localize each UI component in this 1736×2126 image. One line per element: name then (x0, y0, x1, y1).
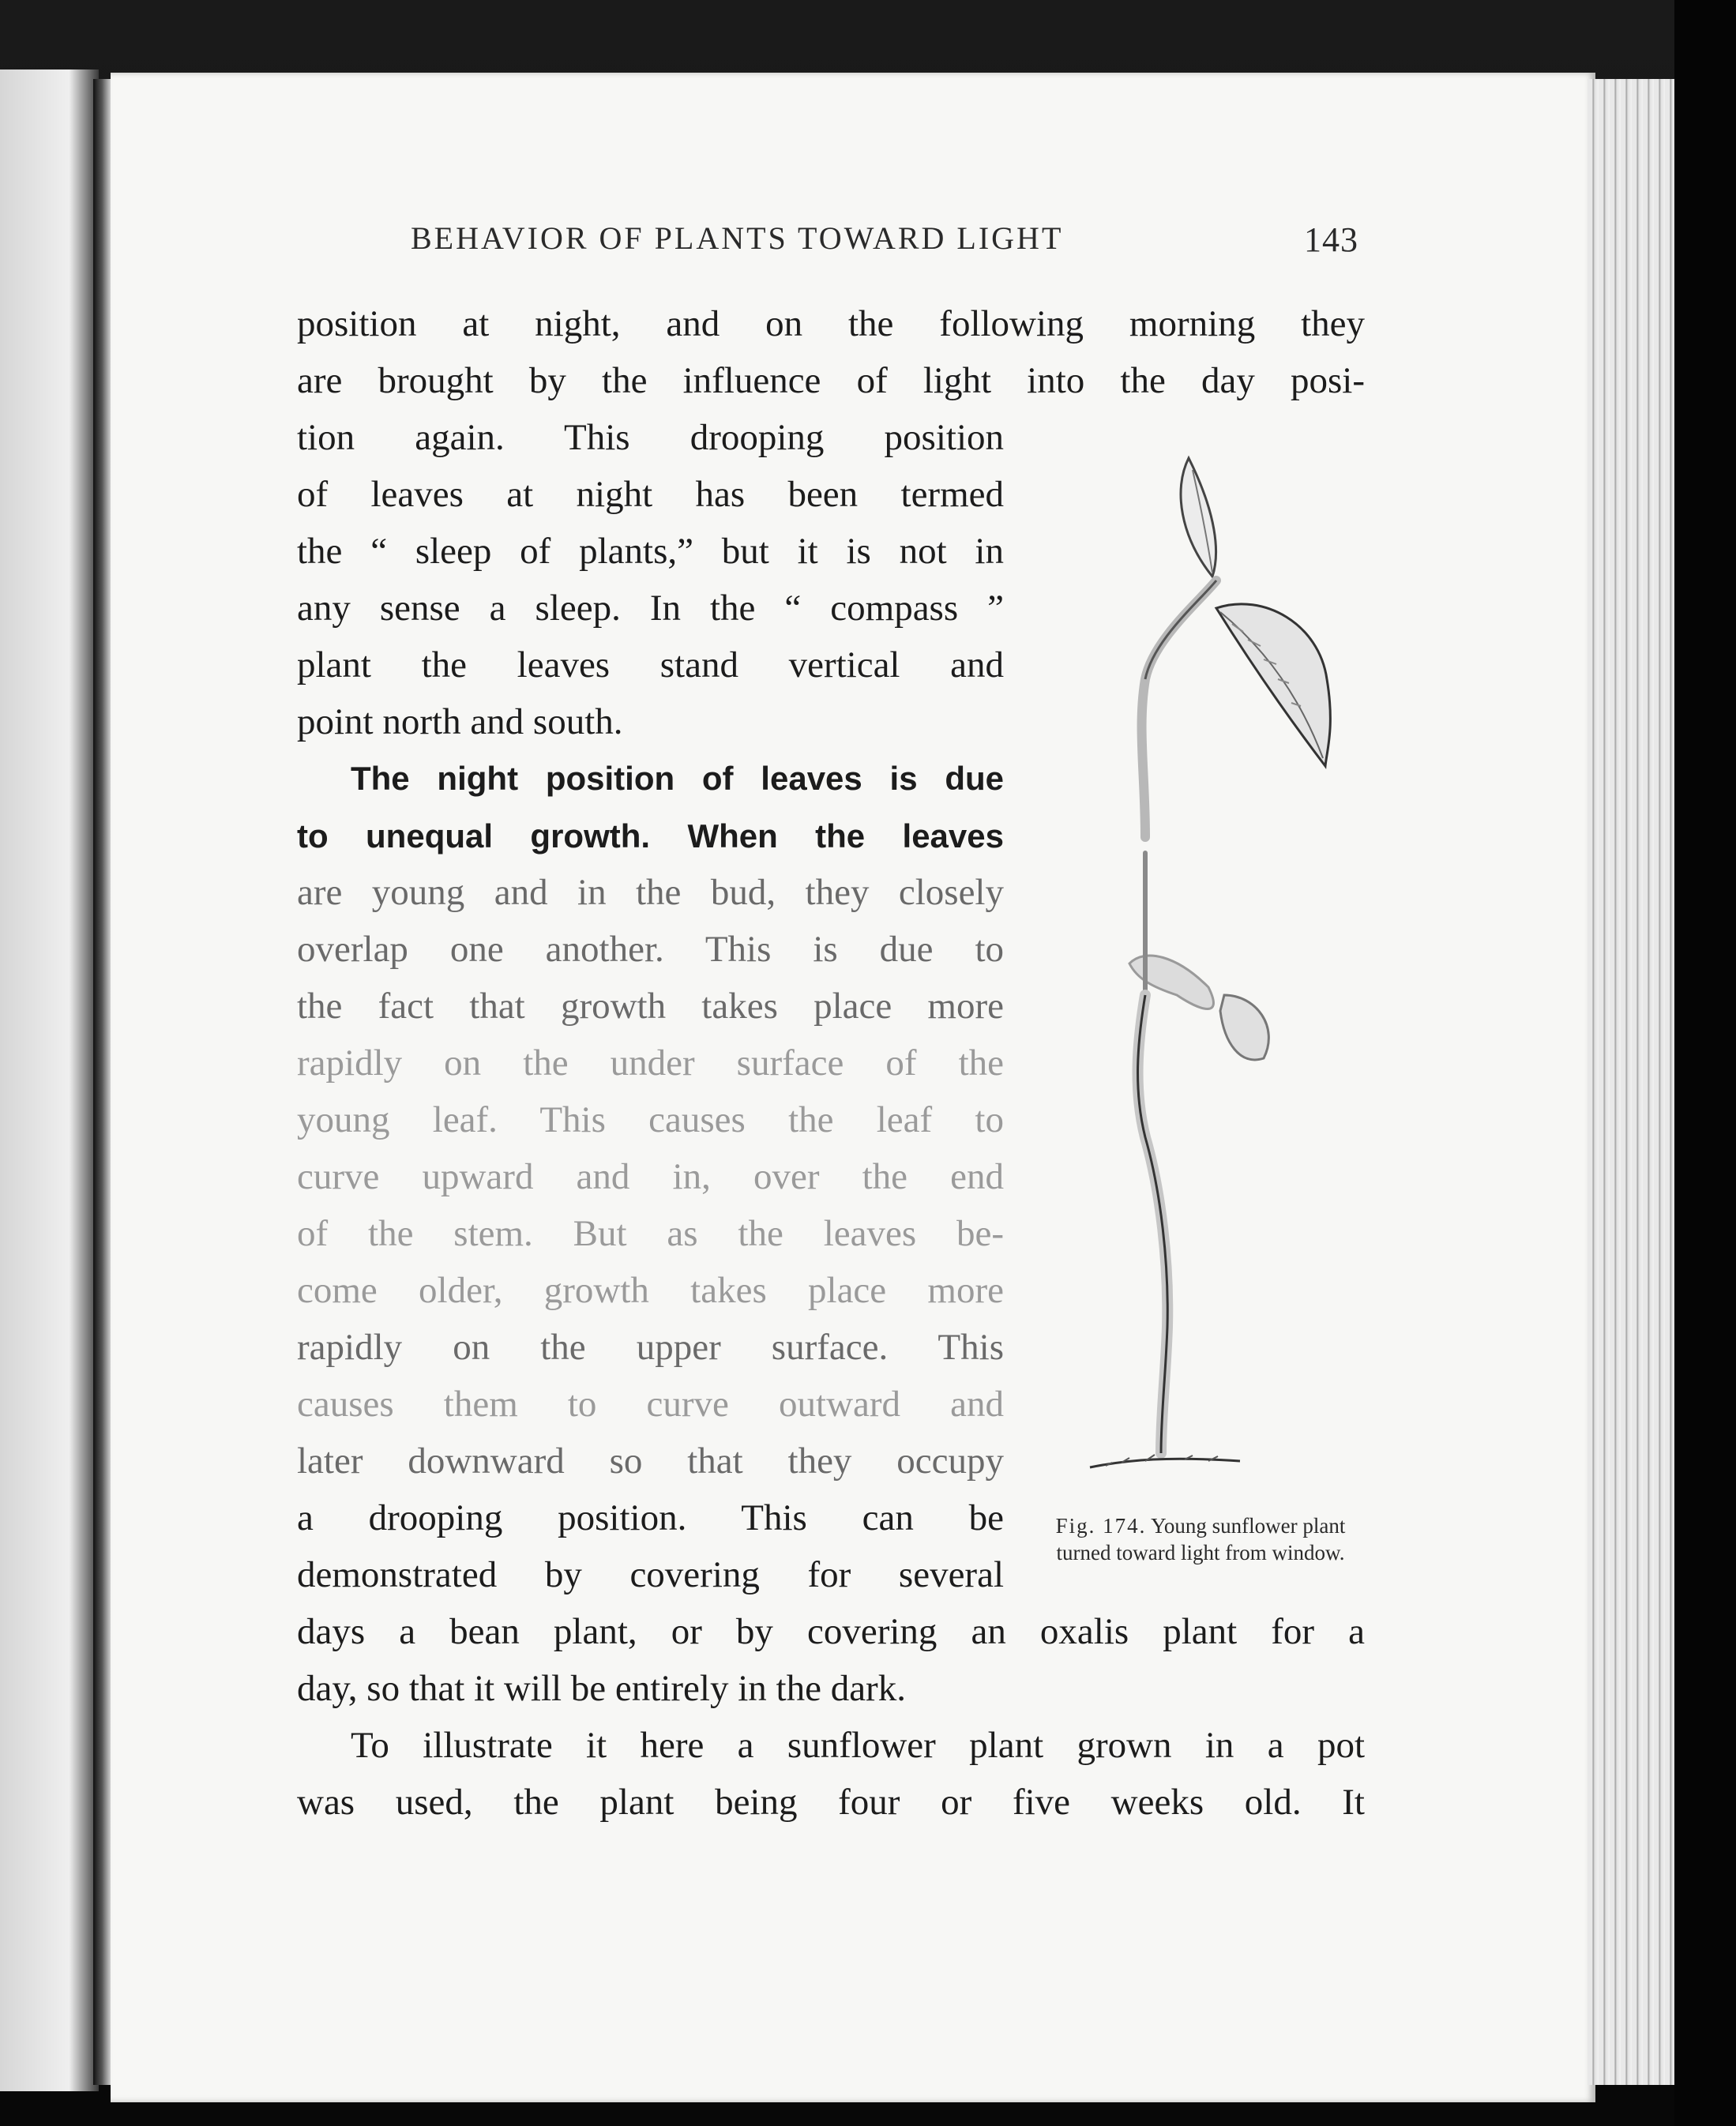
text-line: a drooping position. This can be (297, 1497, 1004, 1538)
page-number: 143 (1304, 220, 1358, 259)
text-line: any sense a sleep. In the “ compass ” (297, 588, 1004, 629)
text-line: days a bean plant, or by covering an oxalis plant for a (297, 1611, 1365, 1652)
text-line: overlap one another. This is due to (297, 929, 1004, 970)
book-gutter (93, 79, 111, 2085)
text-line: are brought by the influence of light into the day posi- (297, 360, 1365, 401)
text-line: tion again. This drooping position (297, 417, 1004, 458)
upper-stem (1142, 580, 1216, 837)
text-line: are young and in the bud, they closely (297, 872, 1004, 913)
text-line: of the stem. But as the leaves be- (297, 1213, 1004, 1254)
text-line: point north and south. (297, 701, 623, 742)
text-line: come older, growth takes place more (297, 1270, 1004, 1311)
text-line: young leaf. This causes the leaf to (297, 1099, 1004, 1140)
figure-caption-text: Young sunflower plant turned toward light from window. (1056, 1514, 1346, 1564)
figure-caption (1027, 1512, 1374, 1566)
cotyledon-upper-right (1216, 604, 1330, 766)
text-line: the “ sleep of plants,” but it is not in (297, 531, 1004, 572)
bold-run: to unequal growth. When the leaves (297, 817, 1004, 855)
text-line: day, so that it will be entirely in the dark. (297, 1668, 906, 1709)
text-line: of leaves at night has been termed (297, 474, 1004, 515)
running-title: BEHAVIOR OF PLANTS TOWARD LIGHT (411, 220, 1064, 256)
text-line: rapidly on the upper surface. This (297, 1327, 1004, 1368)
text-line: rapidly on the under surface of the (297, 1042, 1004, 1084)
facing-page-edge (0, 69, 99, 2091)
text-line: To illustrate it here a sunflower plant grown in a pot (351, 1725, 1365, 1766)
text-line (297, 812, 1004, 859)
scan-border (1674, 0, 1736, 2126)
text-line: plant the leaves stand vertical and (297, 644, 1004, 686)
text-line: causes them to curve outward and (297, 1384, 1004, 1425)
text-line: curve upward and in, over the end (297, 1156, 1004, 1197)
sunflower-figure (1027, 442, 1358, 1493)
text-line: demonstrated by covering for several (297, 1554, 1004, 1595)
page-stack-edges (1588, 79, 1674, 2085)
text-line: later downward so that they occupy (297, 1440, 1004, 1482)
paragraph-heading-line: The night position of leaves is due (351, 760, 1004, 797)
text-line: position at night, and on the following morning they (297, 303, 1365, 344)
text-line: the fact that growth takes place more (297, 986, 1004, 1027)
figure-label: Fig. 174. (1055, 1514, 1147, 1538)
text-line: was used, the plant being four or five weeks old. It (297, 1782, 1365, 1823)
running-head (411, 220, 1358, 261)
sunflower-plant-illustration (1027, 442, 1358, 1493)
soil-line (1090, 1459, 1240, 1467)
lower-leaf-right (1220, 995, 1268, 1060)
